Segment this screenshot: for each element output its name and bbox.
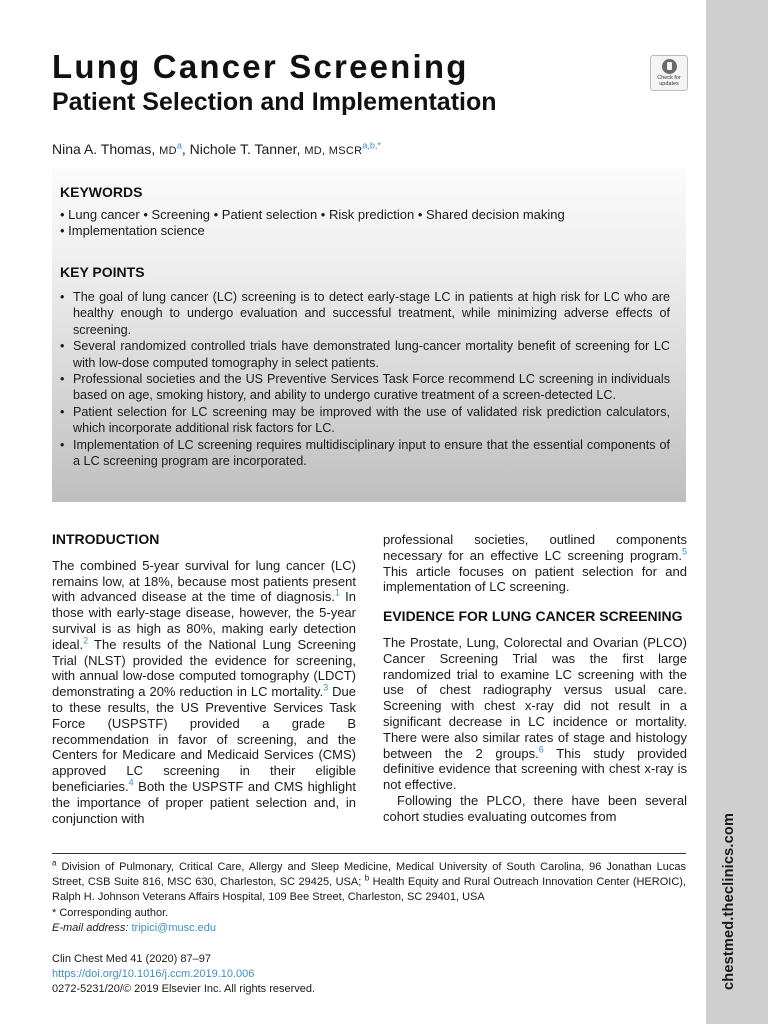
article-subtitle: Patient Selection and Implementation [52, 88, 497, 116]
author-1-degree: MD [159, 145, 177, 157]
keywords-heading: KEYWORDS [60, 184, 143, 200]
left-column [52, 532, 356, 826]
author-2-degree: MD, MSCR [304, 145, 363, 157]
introduction-paragraph-continued: professional societies, outlined components necessary for an effective LC screening program.$^5$ This article focuses on patient selection for and implementation of LC screening. [383, 532, 687, 595]
evidence-paragraph: The Prostate, Lung, Colorectal and Ovarian (PLCO) Cancer Screening Trial was the first large randomized trial to examine LC screening with the use of chest radiography versus usual care. Screening with chest x-ray did not result in a significant decrease in LC incidence or mortality. There were also similar rates of stage and histology between the 2 groups.$^6$ This study provided definitive evidence that screening with chest x-ray is not effective. [383, 634, 687, 793]
reference-link[interactable]: 3 [323, 682, 329, 693]
email-link[interactable]: tripici@musc.edu [131, 921, 217, 934]
badge-text: Check for updates [657, 75, 681, 87]
key-points-heading: KEY POINTS [60, 264, 145, 280]
author-line [52, 141, 381, 157]
keywords-line-2: • Implementation science [60, 223, 205, 238]
check-for-updates-badge[interactable] [650, 55, 688, 91]
journal-url: chestmed.theclinics.com [721, 812, 737, 990]
citation-block [52, 952, 315, 997]
footnotes [52, 860, 686, 936]
introduction-paragraph: The combined 5-year survival for lung cancer (LC) remains low, at 18%, because most patients present with advanced disease at the time of diagnosis.$^1$ In those with early-stage disease, however, the 5-year survival is as high as 80%, making early detection ideal.$^2$ The results of the National Lung Screening Trial (NLST) provided the evidence for screening, with annual low-dose computed tomography (LDCT) demonstrating a 20% reduction in LC mortality.$^3$ Due to these results, the US Preventive Services Task Force (USPSTF) provided a grade B recommendation in favor of screening, and the Centers for Medicare and Medicaid Services (CMS) approved LC screening in their eligible beneficiaries.$^4$ Both the USPSTF and CMS highlight the importance of proper patient selection and, in conjunction with [52, 557, 356, 826]
reference-link[interactable]: 2 [83, 635, 89, 646]
key-point: • Patient selection for LC screening may be improved with the use of validated risk prediction calculators, which incorporate additional risk factors for LC. [60, 404, 670, 437]
key-point: • Several randomized controlled trials have demonstrated lung-cancer mortality benefit of screening for LC with low-dose computed tomography in select patients. [60, 338, 670, 371]
reference-link[interactable]: 4 [128, 777, 134, 788]
right-column [383, 532, 687, 825]
introduction-heading: INTRODUCTION [52, 531, 160, 547]
journal-sidebar [706, 0, 768, 1024]
author-1-affiliation[interactable]: a [176, 140, 182, 151]
reference-link[interactable]: 1 [335, 588, 341, 599]
key-point: • The goal of lung cancer (LC) screening is to detect early-stage LC in patients at high risk for LC who are healthy enough to undergo evaluation and successful treatment, while minimizing adverse effects of screening. [60, 289, 670, 338]
doi-link[interactable]: https://doi.org/10.1016/j.ccm.2019.10.006 [52, 968, 255, 980]
affiliations: $^a$ Division of Pulmonary, Critical Care, Allergy and Sleep Medicine, Medical University of South Carolina, 96 Jonathan Lucas Street, CSB Suite 816, MSC 630, Charleston, SC 29425, USA; $^b$ Health Equity and Rural Outreach Innovation Center (HEROIC), Ralph H. Johnson Veterans Affairs Hospital, 109 Bee Street, Charleston, SC 29401, USA [52, 858, 686, 904]
copyright-line: 0272-5231/20/© 2019 Elsevier Inc. All rights reserved. [52, 983, 316, 995]
reference-link[interactable]: 5 [681, 546, 687, 557]
key-point: • Professional societies and the US Preventive Services Task Force recommend LC screening in individuals based on age, smoking history, and ability to undergo curative treatment of a screen-detected LC. [60, 371, 670, 404]
evidence-paragraph-2: Following the PLCO, there have been several cohort studies evaluating outcomes from [383, 792, 687, 824]
author-separator: , [181, 141, 186, 157]
journal-citation: Clin Chest Med 41 (2020) 87–97 [52, 953, 211, 965]
bookmark-icon [662, 59, 677, 74]
corresponding-author: * Corresponding author. [52, 906, 169, 919]
reference-link[interactable]: 6 [538, 744, 544, 755]
article-title: Lung Cancer Screening [52, 48, 469, 85]
keywords-line-1: • Lung cancer • Screening • Patient selection • Risk prediction • Shared decision making [60, 207, 565, 222]
evidence-heading: EVIDENCE FOR LUNG CANCER SCREENING [383, 608, 683, 625]
author-2-name: Nichole T. Tanner, [189, 141, 301, 157]
email-line: E-mail address: tripici@musc.edu [52, 921, 217, 934]
author-2-affiliation[interactable]: a,b,* [362, 140, 381, 151]
author-1-name: Nina A. Thomas, [52, 141, 156, 157]
footnote-divider [52, 853, 686, 854]
key-point: • Implementation of LC screening requires multidisciplinary input to ensure that the essential components of a LC screening program are incorporated. [60, 437, 670, 470]
key-points-list [60, 289, 670, 469]
